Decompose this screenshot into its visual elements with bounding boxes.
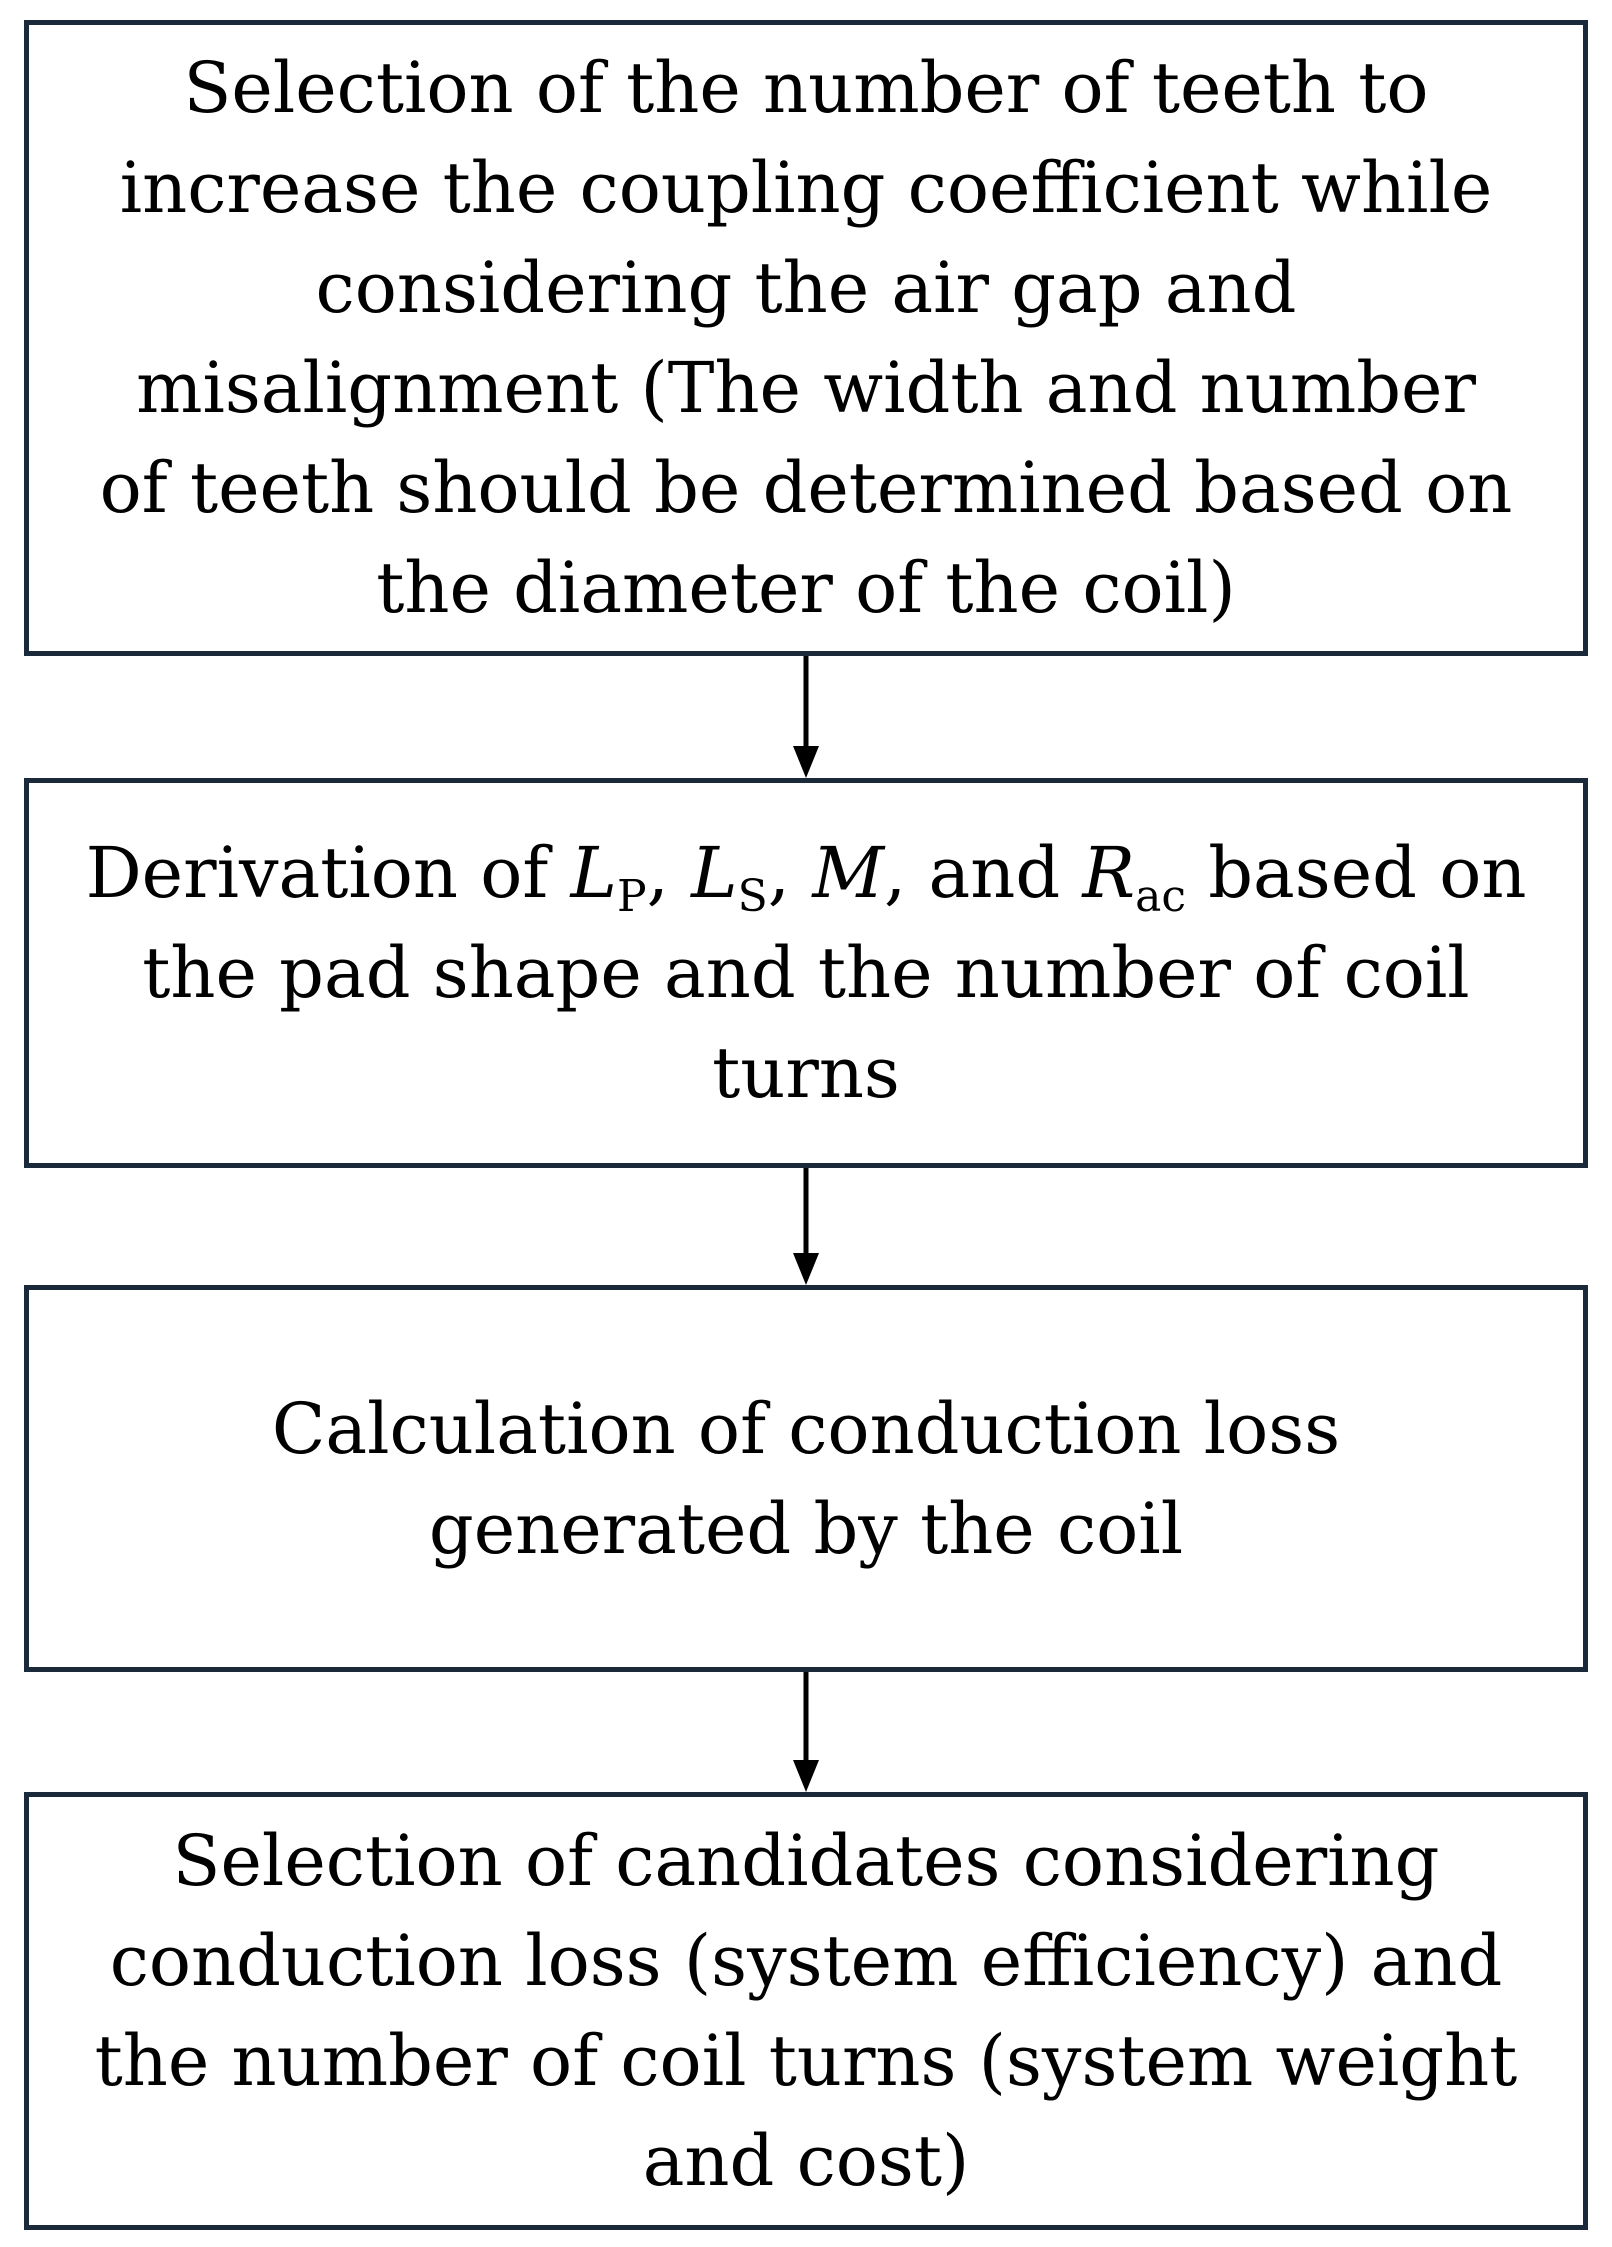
rac-symbol: R	[1082, 832, 1136, 914]
m-symbol: M	[812, 832, 884, 914]
step-1-line-5: of teeth should be determined based on	[99, 447, 1513, 529]
step-2-prefix: Derivation of	[85, 832, 571, 914]
step-2-line-2: the pad shape and the number of coil	[142, 932, 1470, 1014]
step-2-line-3: turns	[712, 1032, 900, 1114]
step-1-line-4: misalignment (The width and number	[136, 347, 1476, 429]
step-2-suffix: based on	[1185, 832, 1527, 914]
step-3-line-1: Calculation of conduction loss	[271, 1387, 1341, 1470]
step-4-line-1: Selection of candidates considering	[172, 1820, 1440, 1902]
step-4-line-4: and cost)	[642, 2120, 970, 2202]
step-4-line-2: conduction loss (system efficiency) and	[109, 1920, 1503, 2002]
step-1-line-1: Selection of the number of teeth to	[183, 47, 1429, 129]
arrow-step-2-to-3	[793, 1168, 819, 1285]
step-2-sep-2: ,	[767, 832, 813, 914]
lp-subscript: P	[617, 871, 647, 922]
arrow-step-1-to-2	[793, 656, 819, 778]
step-2-box	[24, 778, 1588, 1168]
step-2-sep-3: , and	[884, 832, 1083, 914]
step-1-line-3: considering the air gap and	[315, 247, 1297, 329]
arrow-step-3-to-4	[793, 1672, 819, 1792]
lp-symbol: L	[570, 832, 618, 914]
step-1-box	[24, 20, 1588, 656]
step-1-line-6: the diameter of the coil)	[376, 547, 1236, 629]
step-2-line-1	[86, 823, 1527, 923]
step-4-box	[24, 1792, 1588, 2230]
step-1-line-2: increase the coupling coefficient while	[119, 147, 1493, 229]
step-3-box	[24, 1285, 1588, 1672]
step-2-sep-1: ,	[646, 832, 692, 914]
ls-symbol: L	[691, 832, 738, 914]
ls-subscript: S	[737, 871, 768, 922]
step-4-line-3: the number of coil turns (system weight	[94, 2020, 1518, 2102]
rac-subscript: ac	[1135, 871, 1186, 922]
step-3-line-2: generated by the coil	[428, 1487, 1184, 1570]
